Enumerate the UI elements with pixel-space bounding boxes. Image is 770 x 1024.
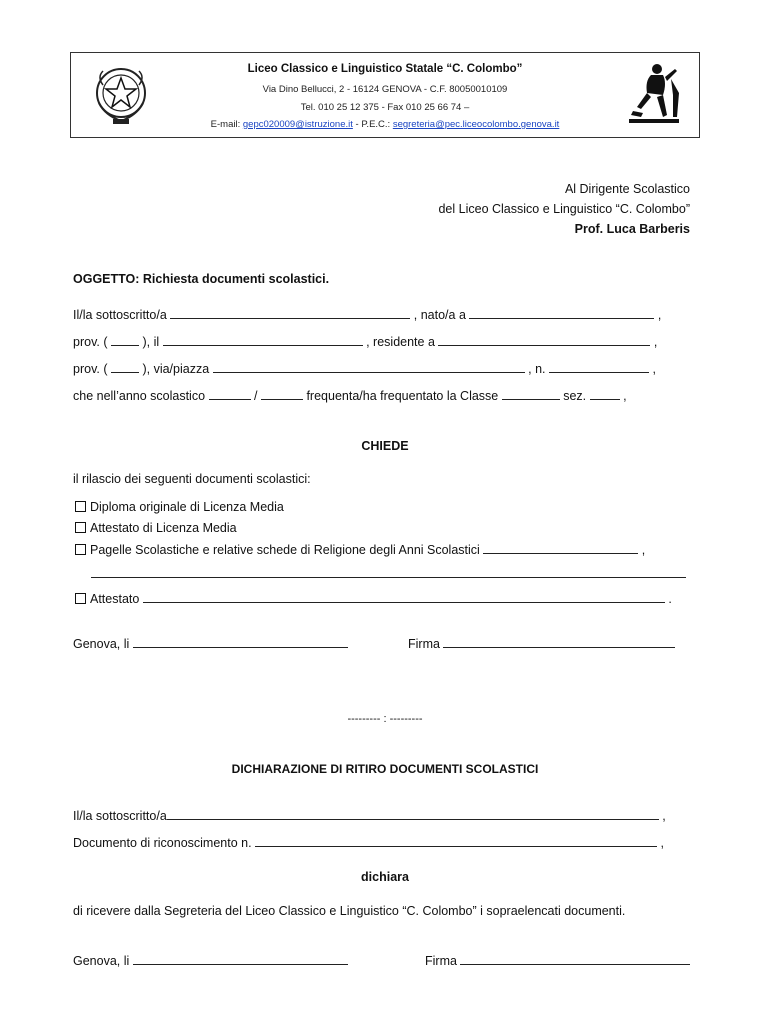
declarant-name-field[interactable] [167,808,659,820]
place-date-2 [73,953,348,968]
section-field[interactable] [590,388,620,400]
pec-label: - P.E.C.: [352,119,391,130]
separator: --------- : --------- [347,713,423,725]
attestato-field[interactable] [143,591,665,603]
addressee-name: Prof. Luca Barberis [574,222,690,236]
request-line-2 [73,334,657,349]
class-field[interactable] [502,388,560,400]
label-numero: , n. [528,362,546,376]
request-line-4 [73,388,627,403]
request-line-3 [73,361,656,376]
period: . [668,592,672,606]
birth-province-field[interactable] [111,334,139,346]
comma: , [660,836,665,850]
label-firma: Firma [408,637,440,651]
signature-2 [425,953,690,968]
slash: / [254,389,258,403]
request-intro: il rilascio dei seguenti documenti scolastici: [73,472,311,486]
comma: , [623,389,627,403]
signature-field[interactable] [443,636,675,648]
checkbox[interactable] [75,501,86,512]
columbus-statue-logo-icon [623,59,687,133]
signature-field[interactable] [460,953,690,965]
declaration-line-2 [73,835,664,850]
birth-date-field[interactable] [163,334,363,346]
id-document-field[interactable] [255,835,657,847]
label-sottoscritto: Il/la sottoscritto/a [73,809,167,823]
subject: OGGETTO: Richiesta documenti scolastici. [73,272,330,286]
label-firma: Firma [425,954,457,968]
label-genova: Genova, li [73,954,130,968]
label-prov: prov. ( [73,335,108,349]
addressee-line-2: del Liceo Classico e Linguistico “C. Colombo” [438,202,690,216]
option-attestato[interactable] [75,591,672,606]
pec-link[interactable]: segreteria@pec.liceocolombo.genova.it [392,119,560,130]
comma: , [662,809,666,823]
signature-1 [408,636,675,651]
addressee-line-1: Al Dirigente Scolastico [564,182,690,196]
option-attestato-media[interactable] [75,521,237,535]
label-via: ), via/piazza [142,362,210,376]
declaration-line-1 [73,808,666,823]
label-anno-scolastico: che nell’anno scolastico [73,389,206,403]
place-date-1 [73,636,348,651]
comma: , [657,308,662,322]
date-field[interactable] [133,953,348,965]
street-number-field[interactable] [549,361,649,373]
option-label: Attestato di Licenza Media [90,521,237,535]
comma: , [653,335,658,349]
label-il: ), il [142,335,160,349]
label-sez: sez. [563,389,587,403]
letterhead [70,52,700,138]
comma: , [652,362,656,376]
checkbox[interactable] [75,522,86,533]
checkbox[interactable] [75,544,86,555]
option-diploma[interactable] [75,500,284,514]
label-sottoscritto: Il/la sottoscritto/a [73,308,167,322]
dichiara-heading: dichiara [361,870,409,884]
pagelle-continuation [91,566,686,581]
option-pagelle[interactable] [75,542,645,557]
name-field[interactable] [170,307,410,319]
checkbox[interactable] [75,593,86,604]
option-label: Pagelle Scolastiche e relative schede di Religione degli Anni Scolastici [90,543,480,557]
email-label: E-mail: [210,119,241,130]
school-phone: Tel. 010 25 12 375 - Fax 010 25 66 74 – [300,102,470,113]
declaration-text: di ricevere dalla Segreteria del Liceo Classico e Linguistico “C. Colombo” i sopraelencati documenti. [73,904,626,918]
school-name: Liceo Classico e Linguistico Statale “C. Colombo” [247,63,523,75]
date-field[interactable] [133,636,348,648]
declaration-title: DICHIARAZIONE DI RITIRO DOCUMENTI SCOLASTICI [231,762,539,776]
school-address: Via Dino Bellucci, 2 - 16124 GENOVA - C.F. 80050010109 [262,84,508,95]
school-contacts [71,119,699,130]
email-link[interactable]: gepc020009@istruzione.it [242,119,353,130]
label-residente: , residente a [366,335,435,349]
school-year-start-field[interactable] [209,388,251,400]
comma: , [641,543,646,557]
birthplace-field[interactable] [469,307,654,319]
label-classe: frequenta/ha frequentato la Classe [306,389,499,403]
request-line-1 [73,307,661,322]
chiede-heading: CHIEDE [361,439,409,453]
label-documento: Documento di riconoscimento n. [73,836,252,850]
residence-province-field[interactable] [111,361,139,373]
pagelle-extra-field[interactable] [91,566,686,578]
street-field[interactable] [213,361,525,373]
pagelle-years-field[interactable] [483,542,638,554]
label-prov: prov. ( [73,362,108,376]
label-genova: Genova, li [73,637,130,651]
option-label: Diploma originale di Licenza Media [90,500,284,514]
label-nato: , nato/a a [413,308,466,322]
option-label: Attestato [90,592,140,606]
residence-field[interactable] [438,334,650,346]
school-year-end-field[interactable] [261,388,303,400]
